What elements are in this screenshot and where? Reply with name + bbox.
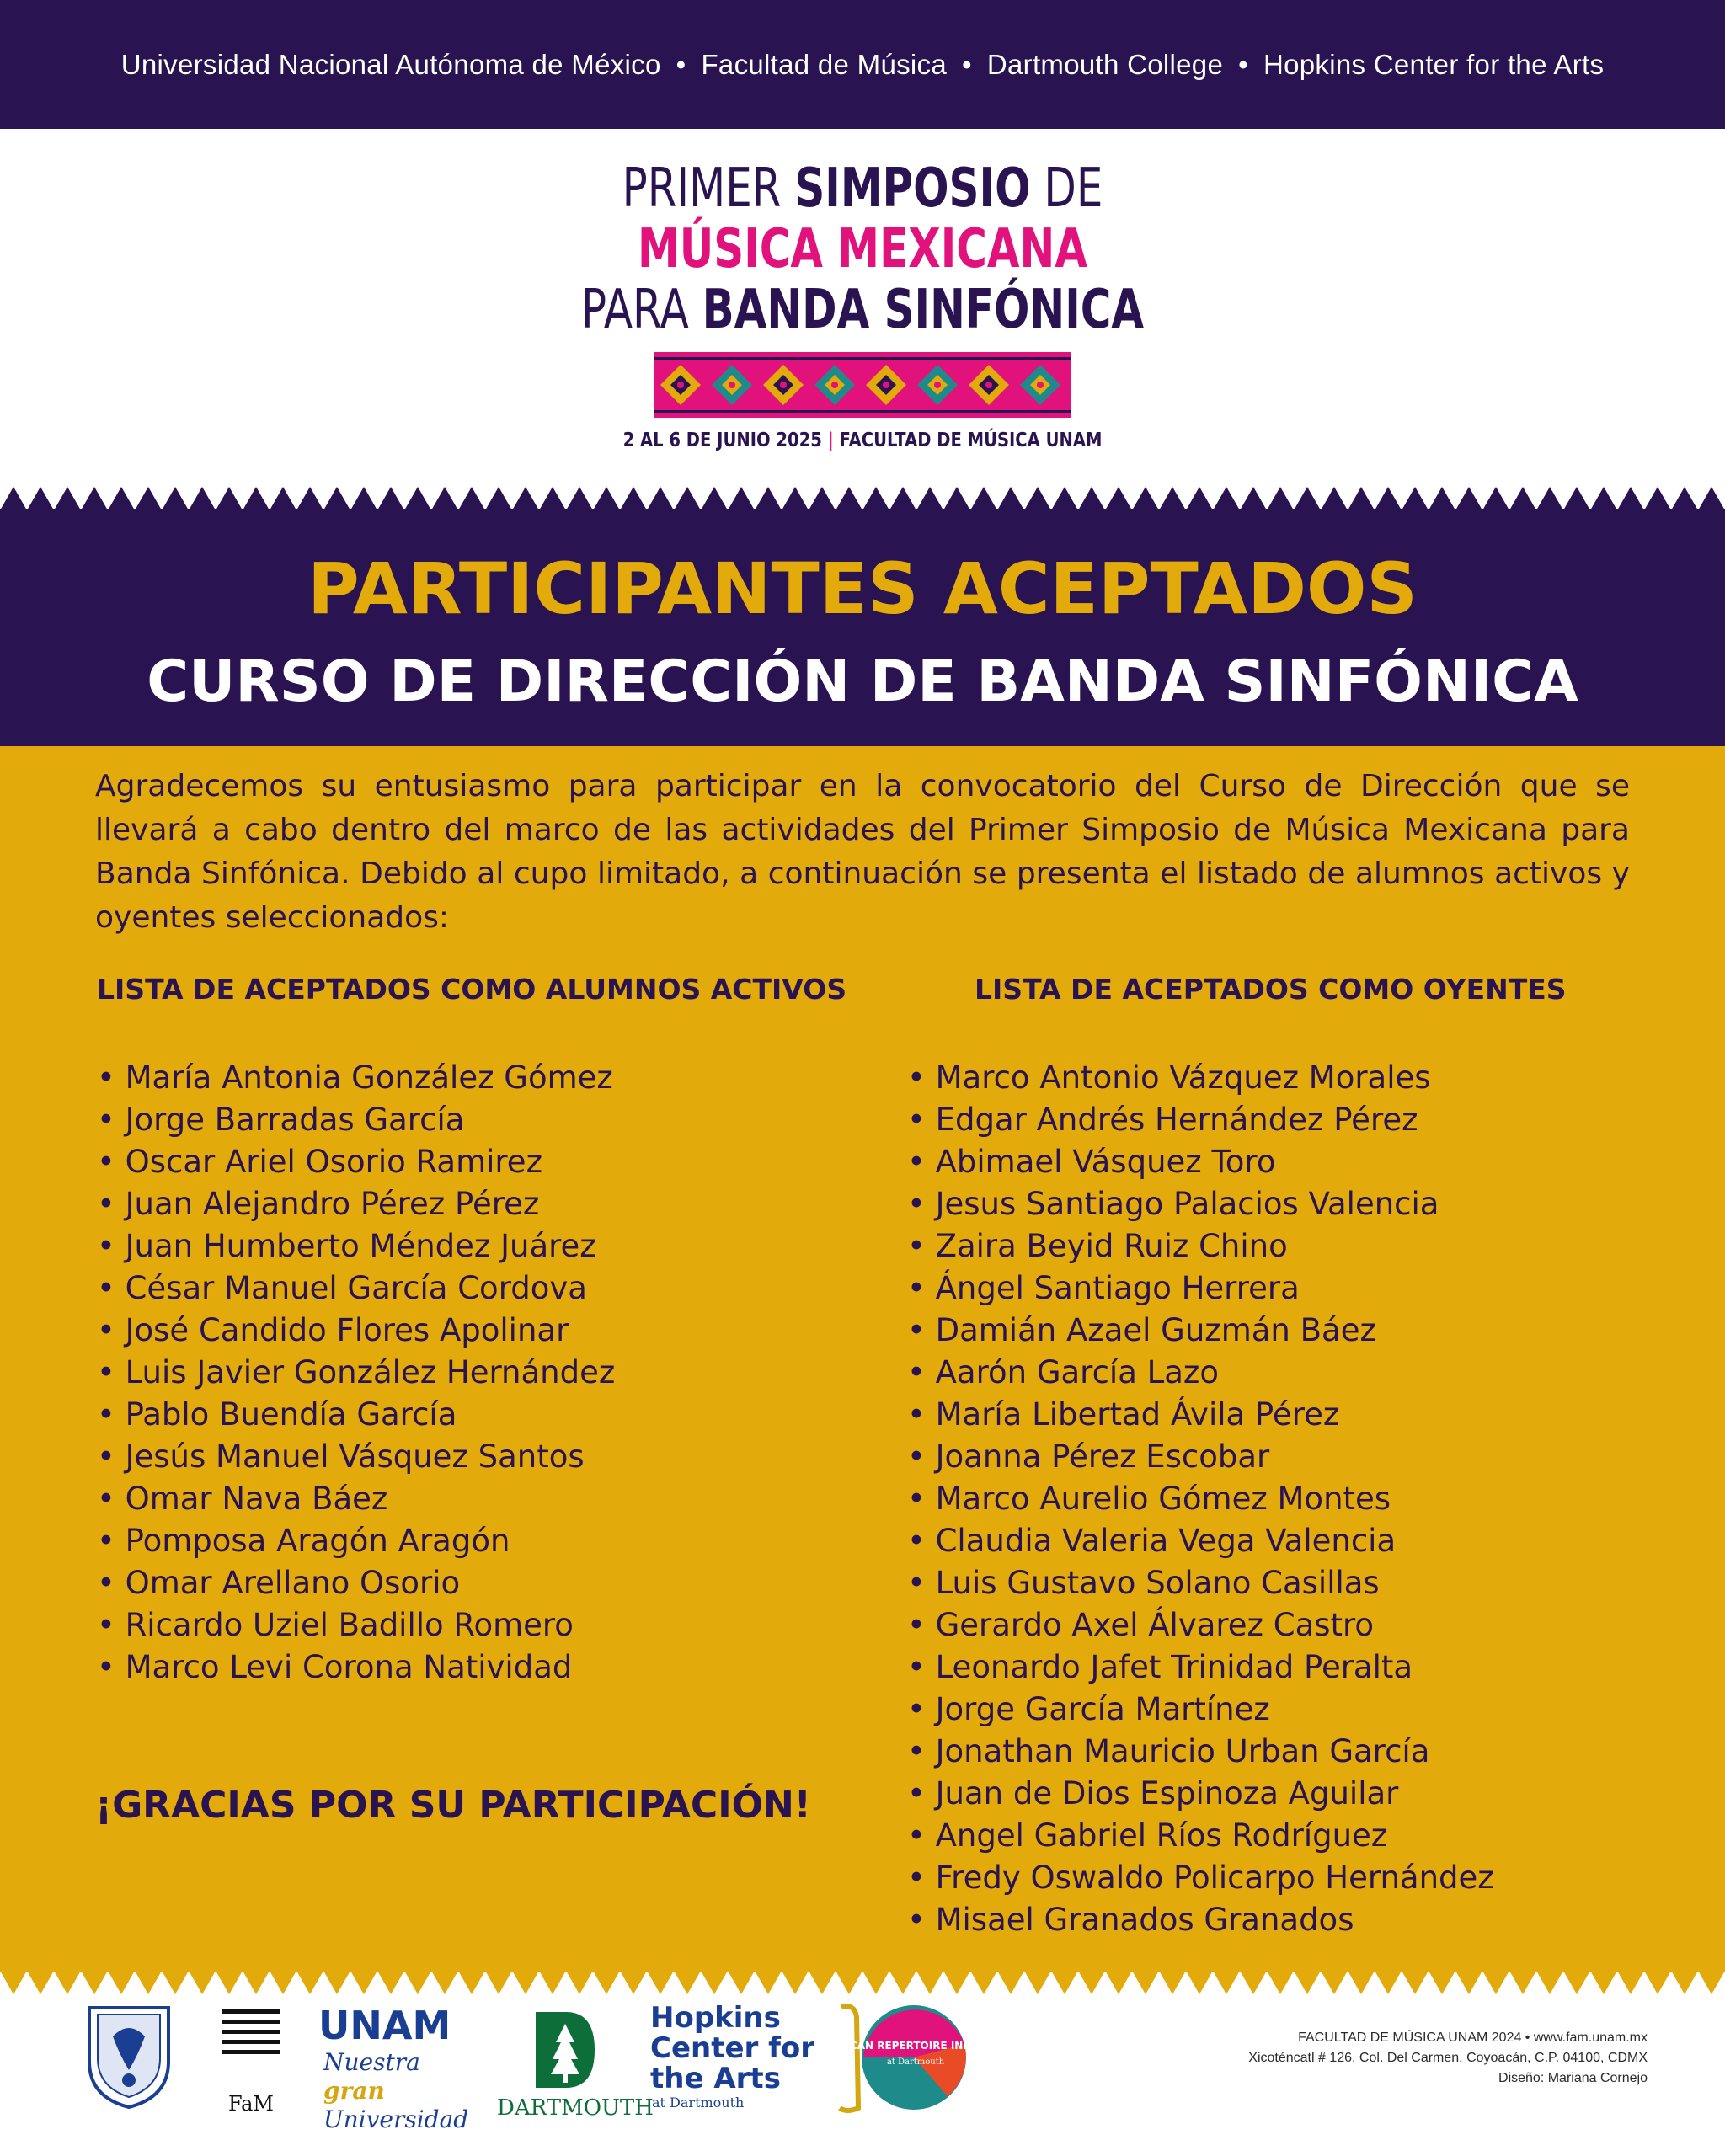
slogan-text: Nuestra <box>323 2048 420 2076</box>
event-dates <box>130 430 1596 451</box>
list-item: • Leonardo Jafet Trinidad Peralta <box>907 1646 1494 1689</box>
pattern-dot <box>780 382 787 388</box>
list-item: • María Antonia González Gómez <box>97 1057 615 1099</box>
event-logo <box>0 129 1725 487</box>
thanks-message: ¡GRACIAS POR SU PARTICIPACIÓN! <box>95 1784 811 1827</box>
footer-credits <box>1248 2028 1648 2089</box>
institution-dartmouth: Dartmouth College <box>986 48 1224 80</box>
list-item: • Abimael Vásquez Toro <box>907 1141 1494 1183</box>
list-item: • Misael Granados Granados <box>907 1899 1494 1941</box>
pattern-dot <box>831 382 838 388</box>
institution-hopkins: Hopkins Center for the Arts <box>1263 48 1605 80</box>
list-item: • Fredy Oswaldo Policarpo Hernández <box>907 1857 1494 1899</box>
pattern-dot <box>677 382 684 388</box>
separator: • <box>962 48 972 80</box>
pattern-dot <box>1037 382 1044 388</box>
list-item: • Jorge García Martínez <box>907 1689 1494 1731</box>
list-item: • Edgar Andrés Hernández Pérez <box>907 1099 1494 1141</box>
list-item: • Luis Javier González Hernández <box>97 1352 615 1394</box>
list-item: • Luis Gustavo Solano Casillas <box>907 1562 1494 1604</box>
list-item: • Ángel Santiago Herrera <box>907 1267 1494 1310</box>
mri-logo-subtitle: at Dartmouth <box>886 2057 945 2067</box>
list-item: • Claudia Valeria Vega Valencia <box>907 1520 1494 1562</box>
list-item: • Pablo Buendía García <box>97 1394 615 1436</box>
list-item: • Gerardo Axel Álvarez Castro <box>907 1604 1494 1646</box>
list-item: • Juan Humberto Méndez Juárez <box>97 1225 615 1267</box>
logo-text: SIMPOSIO <box>794 157 1031 220</box>
credits-line: Xicoténcatl # 126, Col. Del Carmen, Coyoacán, C.P. 04100, CDMX <box>1248 2051 1648 2065</box>
logo-line-2: MÚSICA MEXICANA <box>638 218 1087 280</box>
list-item: • Jesus Santiago Palacios Valencia <box>907 1183 1494 1225</box>
list-item: • María Libertad Ávila Pérez <box>907 1394 1494 1436</box>
pattern-dot <box>729 382 735 388</box>
unam-logo-title: UNAM <box>318 2003 451 2048</box>
event-venue: FACULTAD DE MÚSICA UNAM <box>839 430 1103 451</box>
credits-line: FACULTAD DE MÚSICA UNAM 2024 • www.fam.unam.mx <box>1298 2031 1648 2045</box>
logo-text: PARA <box>580 279 702 341</box>
intro-paragraph: Agradecemos su entusiasmo para participar en la convocatorio del Curso de Dirección que se llevará a cabo dentro del marco de las actividades del Primer Simposio de Música Mexicana para Banda Sinfónica. Debido al cupo limitado, a continuación se presenta el listado de alumnos activos y oyentes seleccionados: <box>95 769 1630 935</box>
list-item: • Angel Gabriel Ríos Rodríguez <box>907 1815 1494 1857</box>
list-item: • Aarón García Lazo <box>907 1352 1494 1394</box>
fam-logo-text: FaM <box>228 2092 274 2116</box>
logo-line-3 <box>190 279 1535 341</box>
banner-subtitle: CURSO DE DIRECCIÓN DE BANDA SINFÓNICA <box>147 648 1578 715</box>
dartmouth-logo-text: DARTMOUTH <box>497 2095 654 2121</box>
list-item: • Jesús Manuel Vásquez Santos <box>97 1436 615 1478</box>
pattern-dot <box>934 382 941 388</box>
list-item: • Oscar Ariel Osorio Ramirez <box>97 1141 615 1183</box>
list-item: • Omar Nava Báez <box>97 1478 615 1520</box>
credits-line: Diseño: Mariana Cornejo <box>1498 2071 1648 2085</box>
list-item: • Marco Antonio Vázquez Morales <box>907 1057 1494 1099</box>
banner-title: PARTICIPANTES ACEPTADOS <box>307 547 1418 630</box>
listener-list-heading: LISTA DE ACEPTADOS COMO OYENTES <box>975 973 1567 1006</box>
list-item: • Pomposa Aragón Aragón <box>97 1520 615 1562</box>
list-item: • Jonathan Mauricio Urban García <box>907 1731 1494 1773</box>
logo-text: PRIMER <box>622 157 795 220</box>
dartmouth-tree-icon <box>532 2009 598 2091</box>
list-item: • Jorge Barradas García <box>97 1099 615 1141</box>
active-list-heading: LISTA DE ACEPTADOS COMO ALUMNOS ACTIVOS <box>97 973 847 1006</box>
pattern-dot <box>985 382 992 388</box>
list-item: • Damián Azael Guzmán Báez <box>907 1310 1494 1352</box>
separator: • <box>676 48 686 80</box>
pattern-dot <box>883 382 889 388</box>
textile-pattern-icon <box>654 352 1071 418</box>
list-item: • César Manuel García Cordova <box>97 1267 615 1310</box>
slogan-text: Universidad <box>323 2105 469 2133</box>
institution-unam: Universidad Nacional Autónoma de México <box>120 48 661 80</box>
list-item: • Zaira Beyid Ruiz Chino <box>907 1225 1494 1267</box>
event-date-range: 2 AL 6 DE JUNIO 2025 <box>622 430 822 451</box>
hopkins-logo-title: Hopkins Center for the Arts <box>650 2001 815 2095</box>
list-item: • Marco Levi Corona Natividad <box>97 1646 615 1689</box>
logo-text: DE <box>1030 157 1103 220</box>
zigzag-border-top <box>0 487 1725 510</box>
list-item: • Marco Aurelio Gómez Montes <box>907 1478 1494 1520</box>
divider: | <box>827 430 834 451</box>
institution-fam: Facultad de Música <box>701 48 948 80</box>
list-item: • Ricardo Uziel Badillo Romero <box>97 1604 615 1646</box>
list-item: • Omar Arellano Osorio <box>97 1562 615 1604</box>
active-list <box>97 1057 615 1689</box>
zigzag-border-bottom <box>0 1971 1725 1994</box>
mexican-repertoire-initiative-logo-icon <box>821 2000 1010 2118</box>
list-item: • Juan Alejandro Pérez Pérez <box>97 1183 615 1225</box>
logo-line-1 <box>190 157 1535 220</box>
institutions-bar <box>0 0 1725 129</box>
hopkins-logo-subtitle: at Dartmouth <box>652 2095 745 2111</box>
list-item: • Juan de Dios Espinoza Aguilar <box>907 1773 1494 1815</box>
mri-logo-text: MEXICAN REPERTOIRE INITIATIVE <box>821 2040 1010 2052</box>
slogan-text: gran <box>323 2077 385 2105</box>
list-item: • Joanna Pérez Escobar <box>907 1436 1494 1478</box>
unam-crest-icon <box>83 2003 175 2111</box>
listener-list <box>907 1057 1494 1941</box>
unam-logo-slogan <box>323 2048 475 2134</box>
logo-text: BANDA SINFÓNICA <box>702 279 1145 341</box>
list-item: • José Candido Flores Apolinar <box>97 1310 615 1352</box>
separator: • <box>1238 48 1248 80</box>
